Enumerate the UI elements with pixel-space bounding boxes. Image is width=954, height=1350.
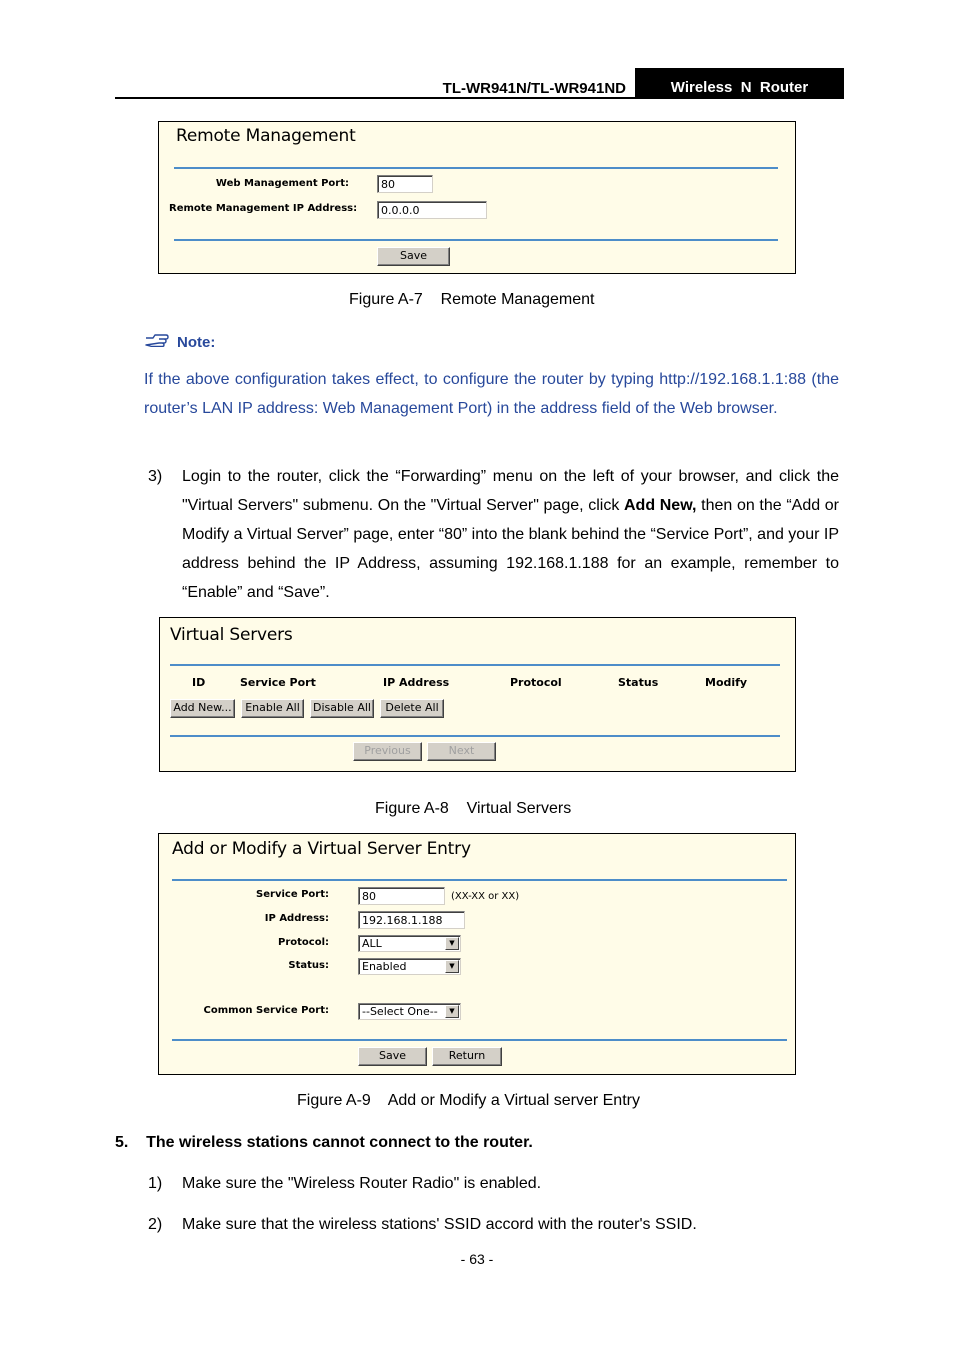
- step-3-text-before: Login to the router, click the “Forwarding” menu on the left of your browser, and click the "Virtual Servers" submenu. On the "Virtual Server" page, click: [182, 468, 839, 514]
- virtual-servers-title: Virtual Servers: [170, 625, 293, 645]
- step-3-number: 3): [148, 468, 163, 485]
- section-5-heading: 5. The wireless stations cannot connect to the router.: [115, 1134, 533, 1151]
- save-button[interactable]: Save: [377, 247, 450, 266]
- status-label: Status:: [288, 960, 329, 971]
- previous-button[interactable]: Previous: [353, 742, 422, 761]
- figure-a9-caption: Figure A-9 Add or Modify a Virtual server Entry: [297, 1092, 640, 1109]
- status-value: Enabled: [362, 960, 407, 973]
- add-modify-title: Add or Modify a Virtual Server Entry: [172, 839, 471, 859]
- dropdown-arrow-icon[interactable]: ▼: [445, 960, 459, 973]
- protocol-select[interactable]: [358, 935, 461, 952]
- panel-rule-bottom: [170, 735, 780, 737]
- save-button[interactable]: Save: [358, 1047, 427, 1066]
- dropdown-arrow-icon[interactable]: ▼: [445, 937, 459, 950]
- common-service-port-value: --Select One--: [362, 1005, 438, 1018]
- remote-ip-input[interactable]: 0.0.0.0: [377, 201, 487, 219]
- note-text: If the above configuration takes effect, to configure the router by typing http://192.168.1.1:88 (the router’s LAN IP address: Web Management Port) in the address field of the Web browser.: [144, 371, 839, 417]
- remote-ip-label: Remote Management IP Address:: [169, 203, 358, 214]
- common-service-port-select[interactable]: [358, 1003, 461, 1020]
- column-modify: Modify: [705, 676, 748, 689]
- note-heading: [145, 333, 215, 351]
- delete-all-button[interactable]: Delete All: [380, 699, 444, 718]
- column-service-port: Service Port: [240, 676, 316, 689]
- service-port-label: Service Port:: [256, 889, 329, 900]
- item-1-number: 1): [148, 1175, 163, 1192]
- page-number: - 63 -: [460, 1251, 494, 1267]
- protocol-label: Protocol:: [277, 937, 329, 948]
- return-button[interactable]: Return: [432, 1047, 502, 1066]
- ip-address-input[interactable]: 192.168.1.188: [358, 911, 465, 929]
- remote-management-title: Remote Management: [176, 126, 356, 146]
- disable-all-button[interactable]: Disable All: [310, 699, 374, 718]
- step-3-bold: Add New,: [624, 496, 697, 514]
- next-button[interactable]: Next: [427, 742, 496, 761]
- column-status: Status: [618, 676, 659, 689]
- enable-all-button[interactable]: Enable All: [241, 699, 304, 718]
- status-select[interactable]: [358, 958, 461, 975]
- common-service-port-label: Common Service Port:: [203, 1005, 329, 1016]
- step-3-text: [182, 463, 839, 608]
- item-2-number: 2): [148, 1216, 163, 1233]
- remote-management-panel: [158, 121, 796, 274]
- add-new-button[interactable]: Add New...: [170, 699, 235, 718]
- column-protocol: Protocol: [510, 676, 562, 689]
- service-port-hint: (XX-XX or XX): [451, 891, 520, 902]
- panel-rule-bottom: [174, 239, 778, 241]
- panel-rule-top: [172, 879, 787, 881]
- header-product: Wireless N Router: [635, 68, 844, 99]
- item-2-text: Make sure that the wireless stations' SSID accord with the router's SSID.: [182, 1216, 697, 1233]
- column-ip-address: IP Address: [383, 676, 450, 689]
- panel-rule-top: [174, 167, 778, 169]
- ip-address-label: IP Address:: [264, 913, 329, 924]
- panel-rule-top: [170, 664, 780, 666]
- protocol-value: ALL: [362, 937, 382, 950]
- panel-rule-bottom: [172, 1039, 787, 1041]
- item-1-text: Make sure the "Wireless Router Radio" is enabled.: [182, 1175, 542, 1192]
- web-port-input[interactable]: 80: [377, 175, 433, 193]
- web-port-label: Web Management Port:: [215, 178, 349, 189]
- pointing-hand-icon: [145, 333, 169, 351]
- add-modify-panel: [158, 833, 796, 1075]
- dropdown-arrow-icon[interactable]: ▼: [445, 1005, 459, 1018]
- header-rule: [115, 97, 844, 99]
- step-3-text-after: then on the “Add or Modify a Virtual Server” page, enter “80” into the blank behind the “Service Port”, and your IP address behind the IP Address, assuming 192.168.1.188 for an example, remember to “Enable” and “Save”.: [182, 496, 839, 601]
- figure-a8-caption: Figure A-8 Virtual Servers: [375, 800, 572, 817]
- service-port-input[interactable]: 80: [358, 887, 445, 905]
- note-label: Note:: [177, 334, 216, 351]
- header-model: TL-WR941N/TL-WR941ND: [442, 80, 626, 97]
- virtual-servers-panel: [159, 617, 796, 772]
- column-id: ID: [192, 676, 206, 689]
- figure-a7-caption: Figure A-7 Remote Management: [349, 291, 595, 308]
